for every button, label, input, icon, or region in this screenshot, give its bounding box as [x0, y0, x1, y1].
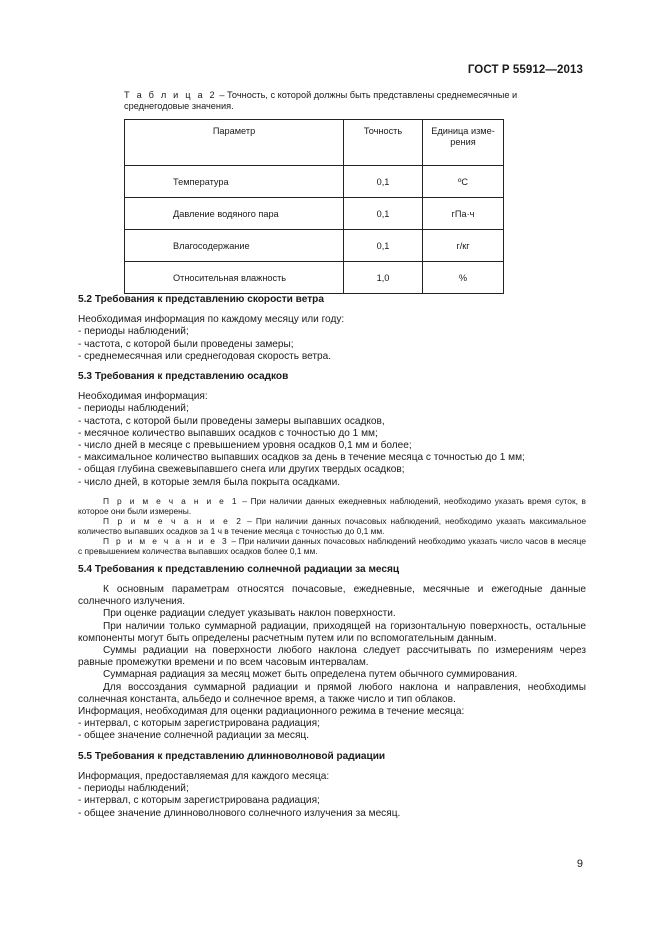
- paragraph: Информация, необходимая для оценки радиационного режима в течение месяца:: [78, 706, 465, 718]
- page-number: 9: [576, 858, 583, 870]
- paragraph: Для воссоздания суммарной радиации и прямой любого наклона и направления, необходимы солнечная константа, альбедо и солнечное время, а также число и тип облаков.: [78, 681, 586, 705]
- table-caption-text: – Точность, с которой должны быть представлены среднемесячные и среднегодовые значения.: [124, 90, 518, 111]
- column-header-parameter: Параметр: [125, 120, 344, 166]
- cell-parameter: Температура: [125, 166, 344, 198]
- note-label: П р и м е ч а н и е 2: [103, 515, 244, 526]
- list-item: - частота, с которой были проведены замеры;: [78, 338, 294, 350]
- paragraph: Суммарная радиация за месяц может быть определена путем обычного суммирования.: [103, 669, 518, 681]
- body-text: [78, 294, 586, 820]
- table-caption: [124, 90, 524, 112]
- paragraph: При наличии только суммарной радиации, приходящей на горизонтальную поверхность, остальные компоненты могут быть определены расчетным путем или по вспомогательным данным.: [78, 620, 586, 644]
- standard-number: ГОСТ Р 55912—2013: [467, 64, 583, 76]
- list-item: - периоды наблюдений;: [78, 783, 189, 795]
- note-label: П р и м е ч а н и е 1: [103, 495, 239, 506]
- accuracy-table: [124, 119, 504, 294]
- list-item: - периоды наблюдений;: [78, 326, 189, 338]
- cell-parameter: Влагосодержание: [125, 230, 344, 262]
- list-item: - интервал, с которым зарегистрирована радиация;: [78, 718, 320, 730]
- note-text: – При наличии данных почасовых наблюдений, необходимо указать максимальное количество выпавших осадков за 1 ч в течение месяца с точностью до 0,1 мм.: [78, 515, 586, 536]
- list-item: - периоды наблюдений;: [78, 403, 189, 415]
- section-heading-5-5: 5.5 Требования к представлению длинноволновой радиации: [78, 750, 386, 762]
- note-3: [78, 536, 586, 556]
- table-row: [125, 262, 504, 294]
- table-row: [125, 166, 504, 198]
- list-item: - число дней, в которые земля была покрыта осадками.: [78, 476, 341, 488]
- note-1: [78, 496, 586, 516]
- paragraph: Необходимая информация:: [78, 391, 208, 403]
- cell-unit: ºС: [423, 166, 504, 198]
- cell-parameter: Давление водяного пара: [125, 198, 344, 230]
- cell-unit: %: [423, 262, 504, 294]
- section-heading-5-3: 5.3 Требования к представлению осадков: [78, 371, 289, 383]
- table-label: Т а б л и ц а 2: [124, 90, 217, 100]
- section-heading-5-2: 5.2 Требования к представлению скорости ветра: [78, 294, 324, 305]
- note-label: П р и м е ч а н и е 3: [103, 535, 229, 546]
- list-item: - максимальное количество выпавших осадков за день в течение месяца с точностью до 1 мм;: [78, 452, 525, 464]
- note-2: [78, 516, 586, 536]
- cell-accuracy: 0,1: [344, 166, 423, 198]
- paragraph: К основным параметрам относятся почасовые, ежедневные, месячные и ежегодные данные солнечного излучения.: [78, 584, 586, 608]
- list-item: - месячное количество выпавших осадков с точностью до 1 мм;: [78, 427, 378, 439]
- list-item: - среднемесячная или среднегодовая скорость ветра.: [78, 350, 331, 362]
- column-header-accuracy: Точность: [344, 120, 423, 166]
- cell-parameter: Относительная влажность: [125, 262, 344, 294]
- note-text: – При наличии данных почасовых наблюдений необходимо указать число часов в месяце с превышением количества выпавших осадков более 0,1 мм.: [78, 535, 587, 556]
- list-item: - общее значение солнечной радиации за месяц.: [78, 730, 309, 742]
- section-heading-5-4: 5.4 Требования к представлению солнечной радиации за месяц: [78, 563, 400, 575]
- table-row: [125, 198, 504, 230]
- cell-accuracy: 1,0: [344, 262, 423, 294]
- cell-accuracy: 0,1: [344, 230, 423, 262]
- list-item: - число дней в месяце с превышением уровня осадков 0,1 мм и более;: [78, 440, 412, 452]
- list-item: - частота, с которой были проведены замеры выпавших осадков,: [78, 415, 385, 427]
- column-header-unit: Единица изме- рения: [423, 120, 504, 166]
- cell-unit: г/кг: [423, 230, 504, 262]
- table-row: [125, 230, 504, 262]
- paragraph: При оценке радиации следует указывать наклон поверхности.: [103, 608, 396, 620]
- list-item: - интервал, с которым зарегистрирована радиация;: [78, 795, 320, 807]
- cell-unit: гПа·ч: [423, 198, 504, 230]
- table-header-row: [125, 120, 504, 166]
- paragraph: Суммы радиации на поверхности любого наклона следует рассчитывать по измерениям через равные промежутки времени и по всем часовым интервалам.: [78, 645, 586, 669]
- list-item: - общее значение длинноволнового солнечного излучения за месяц.: [78, 807, 401, 819]
- paragraph: Необходимая информация по каждому месяцу или году:: [78, 314, 345, 326]
- paragraph: Информация, предоставляемая для каждого месяца:: [78, 770, 330, 782]
- note-text: – При наличии данных ежедневных наблюдений, необходимо указать время суток, в которое они были измерены.: [78, 495, 586, 516]
- cell-accuracy: 0,1: [344, 198, 423, 230]
- list-item: - общая глубина свежевыпавшего снега или других твердых осадков;: [78, 464, 405, 476]
